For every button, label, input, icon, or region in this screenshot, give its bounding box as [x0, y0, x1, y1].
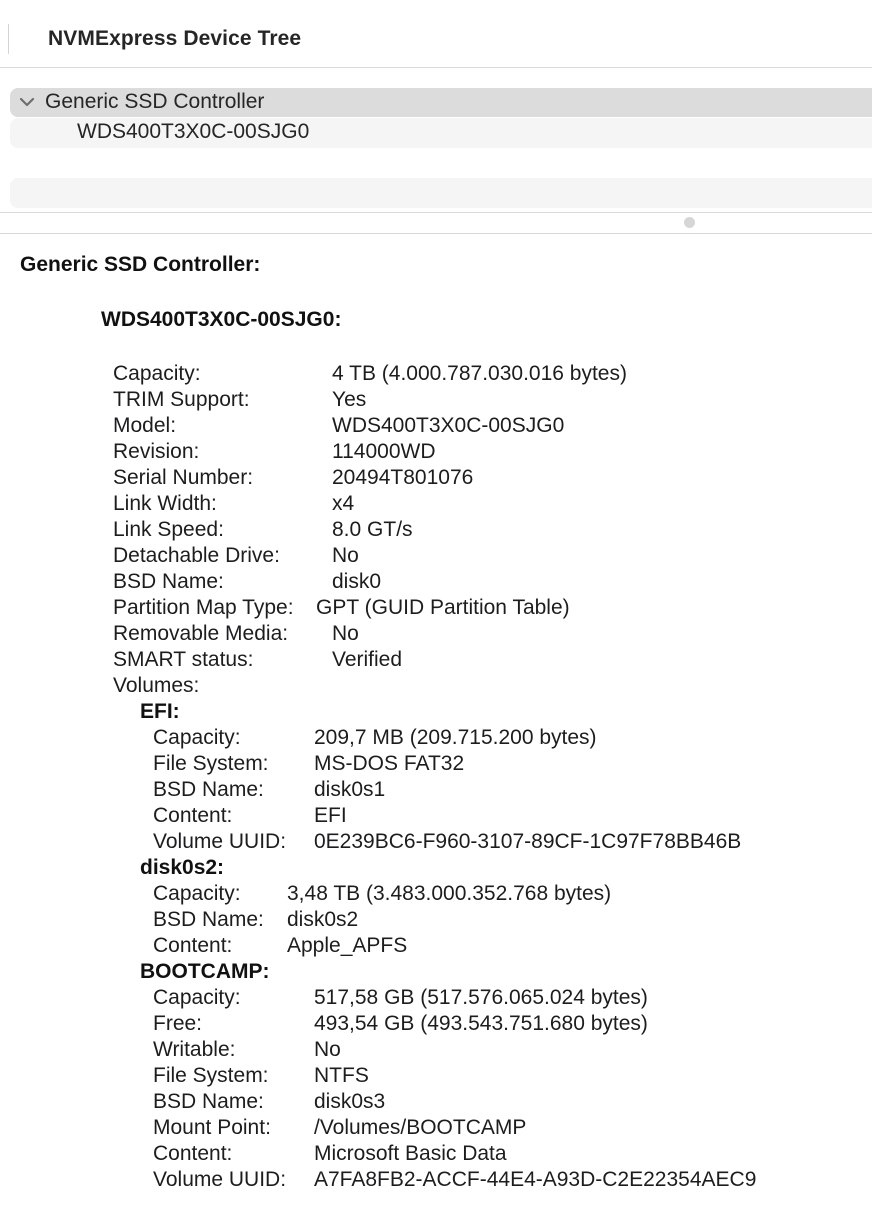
property-key: BSD Name:	[153, 778, 264, 801]
property-value: Yes	[332, 388, 367, 411]
property-value: 0E239BC6-F960-3107-89CF-1C97F78BB46B	[314, 830, 742, 853]
property-value: disk0s3	[314, 1090, 386, 1113]
volume-heading: EFI:	[140, 700, 180, 723]
property-value: 493,54 GB (493.543.751.680 bytes)	[314, 1012, 648, 1035]
property-value: No	[314, 1038, 341, 1061]
property-key: Link Width:	[113, 492, 217, 515]
property-key: Capacity:	[153, 882, 241, 905]
detail-pane	[0, 233, 872, 1222]
property-key: Content:	[153, 1142, 233, 1165]
tree-row-device-label: WDS400T3X0C-00SJG0	[77, 120, 310, 143]
property-value: No	[332, 544, 359, 567]
property-key: Capacity:	[113, 362, 201, 385]
property-key: Capacity:	[153, 986, 241, 1009]
property-value: /Volumes/BOOTCAMP	[314, 1116, 527, 1139]
property-key: Capacity:	[153, 726, 241, 749]
property-value: 114000WD	[332, 440, 436, 463]
device-tree-column-header[interactable]	[0, 0, 872, 68]
tree-row-controller-label: Generic SSD Controller	[45, 90, 265, 113]
volumes-label: Volumes:	[113, 674, 200, 697]
property-value: GPT (GUID Partition Table)	[316, 596, 570, 619]
property-key: File System:	[153, 1064, 269, 1087]
property-value: disk0	[332, 570, 382, 593]
property-key: Link Speed:	[113, 518, 224, 541]
property-value: 209,7 MB (209.715.200 bytes)	[314, 726, 597, 749]
property-value: Microsoft Basic Data	[314, 1142, 507, 1165]
property-value: disk0s1	[314, 778, 386, 801]
property-value: Apple_APFS	[287, 934, 408, 957]
split-view-divider[interactable]	[0, 212, 872, 234]
property-key: Content:	[153, 804, 233, 827]
property-key: Free:	[153, 1012, 203, 1035]
property-value: A7FA8FB2-ACCF-44E4-A93D-C2E22354AEC9	[314, 1168, 757, 1191]
property-value: x4	[332, 492, 355, 515]
tree-row-empty	[10, 178, 872, 208]
volume-heading: BOOTCAMP:	[140, 960, 270, 983]
device-tree-pane	[0, 0, 872, 213]
property-key: Partition Map Type:	[113, 596, 294, 619]
property-value: 4 TB (4.000.787.030.016 bytes)	[332, 362, 627, 385]
property-value: 3,48 TB (3.483.000.352.768 bytes)	[287, 882, 612, 905]
property-value: disk0s2	[287, 908, 359, 931]
device-tree-column-title: NVMExpress Device Tree	[48, 27, 302, 50]
property-key: Mount Point:	[153, 1116, 271, 1139]
property-value: WDS400T3X0C-00SJG0	[332, 414, 565, 437]
tree-row-controller[interactable]	[10, 88, 872, 117]
property-key: SMART status:	[113, 648, 254, 671]
split-handle-icon[interactable]	[684, 217, 695, 228]
property-key: Removable Media:	[113, 622, 289, 645]
property-key: Detachable Drive:	[113, 544, 280, 567]
property-key: TRIM Support:	[113, 388, 250, 411]
property-value: MS-DOS FAT32	[314, 752, 465, 775]
property-key: File System:	[153, 752, 269, 775]
volume-heading: disk0s2:	[140, 856, 225, 879]
tree-row-device[interactable]	[10, 118, 872, 148]
device-heading: WDS400T3X0C-00SJG0:	[101, 308, 342, 331]
property-key: Revision:	[113, 440, 200, 463]
property-value: EFI	[314, 804, 347, 827]
property-key: BSD Name:	[153, 1090, 264, 1113]
property-key: Serial Number:	[113, 466, 254, 489]
chevron-down-icon[interactable]	[18, 93, 36, 111]
property-value: 8.0 GT/s	[332, 518, 413, 541]
property-value: NTFS	[314, 1064, 369, 1087]
property-value: Verified	[332, 648, 403, 671]
property-key: Volume UUID:	[153, 1168, 287, 1191]
property-key: Model:	[113, 414, 177, 437]
property-key: Writable:	[153, 1038, 236, 1061]
property-value: No	[332, 622, 359, 645]
column-separator	[8, 24, 9, 54]
property-key: BSD Name:	[153, 908, 264, 931]
property-key: Volume UUID:	[153, 830, 287, 853]
property-value: 517,58 GB (517.576.065.024 bytes)	[314, 986, 648, 1009]
property-key: BSD Name:	[113, 570, 224, 593]
property-key: Content:	[153, 934, 233, 957]
controller-heading: Generic SSD Controller:	[20, 253, 261, 276]
property-value: 20494T801076	[332, 466, 474, 489]
